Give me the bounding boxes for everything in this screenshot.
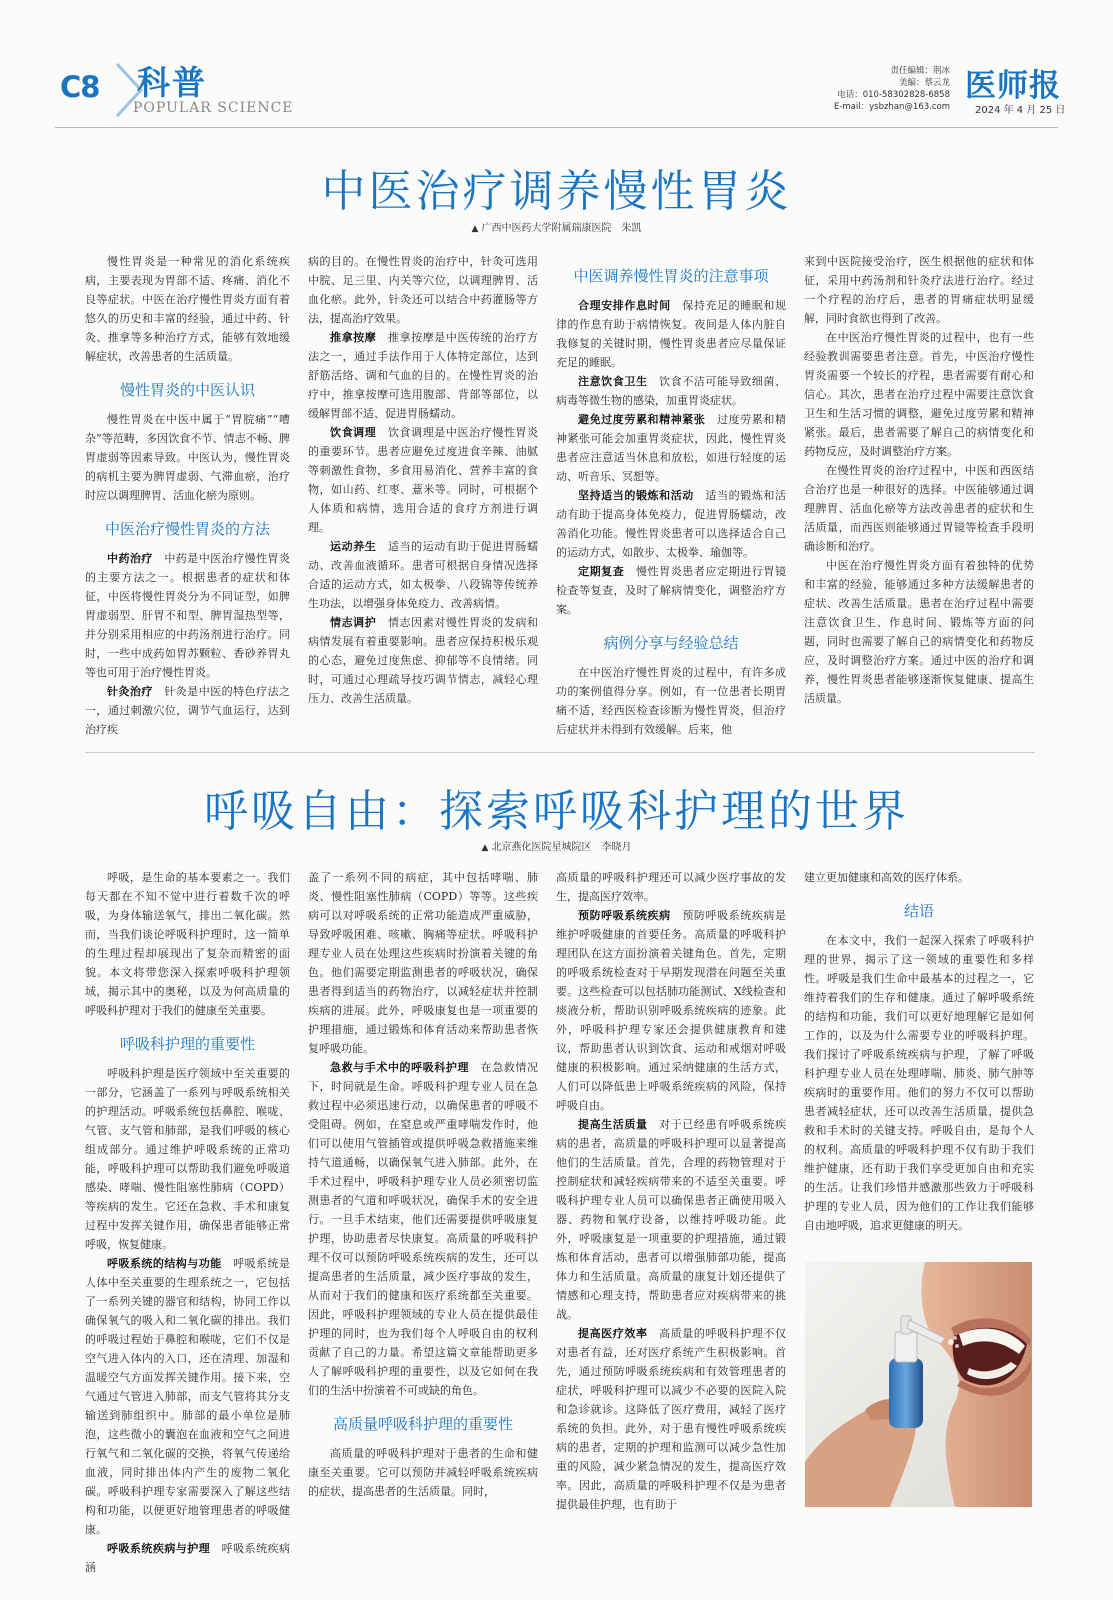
paragraph-lead: 呼吸系统疾病与护理 [107,1542,211,1555]
article2-column-4 [804,868,1034,1273]
masthead [0,0,1113,130]
paragraph [556,1324,786,1514]
paragraph-text: 慢性胃炎是一种常见的消化系统疾病，主要表现为胃部不适、疼痛、消化不良等症状。中医在治疗慢性胃炎方面有着悠久的历史和丰富的经验，通过中药、针灸、推拿等多种治疗方式，能够有效地缓解症状，改善患者的生活质量。 [85,255,290,363]
section-subheading: 病例分享与经验总结 [603,634,739,652]
paragraph [556,1115,786,1324]
editor-line: 责任编辑：荆冰 [890,66,950,76]
paragraph-text: 预防呼吸系统疾病是维护呼吸健康的首要任务。高质量的呼吸科护理团队在这方面扮演着关键角色。首先，定期的呼吸系统检查对于早期发现潜在问题至关重要。这些检查可以包括肺功能测试、X线检查和痰液分析，帮助识别呼吸系统疾病的迹象。此外，呼吸科护理专家还会提供健康教育和建议，帮助患者认识到饮食、运动和戒烟对呼吸健康的积极影响。通过采纳健康的生活方式，人们可以降低患上呼吸系统疾病的风险，保持呼吸自由。 [556,909,786,1112]
paragraph [556,486,786,562]
paragraph [85,410,290,505]
section-subheading: 呼吸科护理的重要性 [119,1035,255,1053]
article2-column-1 [85,868,290,1573]
paragraph [308,613,538,708]
article2-column-2 [308,868,538,1573]
paragraph-text: 来到中医院接受治疗，医生根据他的症状和体征，采用中药汤剂和针灸疗法进行治疗。经过一个疗程的治疗后，患者的胃痛症状明显缓解，同时食欲也得到了改善。 [804,255,1034,325]
section-subheading: 慢性胃炎的中医认识 [119,381,255,399]
paragraph-text: 情志因素对慢性胃炎的发病和病情发展有着重要影响。患者应保持积极乐观的心态，避免过度焦虑、抑郁等不良情绪。同时，可通过心理疏导技巧调节情志，减轻心理压力、改善生活质量。 [308,616,538,705]
paragraph [556,296,786,372]
paragraph [85,252,290,366]
paragraph-text: 保持充足的睡眠和规律的作息有助于病情恢复。夜间是人体内脏自我修复的关键时期，慢性胃炎患者应尽量保证充足的睡眠。 [556,299,786,369]
paragraph-text: 在中医治疗慢性胃炎的过程中，有许多成功的案例值得分享。例如，有一位患者长期胃痛不适，经西医检查诊断为慢性胃炎，但治疗后症状并未得到有效缓解。后来，他 [556,666,786,736]
paragraph-text: 饮食调理是中医治疗慢性胃炎的重要环节。患者应避免过度进食辛辣、油腻等刺激性食物，多食用易消化、营养丰富的食物，如山药、红枣、薏米等。同时，可根据个人体质和病情，选用合适的食疗方剂进行调理。 [308,426,538,534]
paragraph-text: 在慢性胃炎的治疗过程中，中医和西医结合治疗也是一种很好的选择。中医能够通过调理脾胃、活血化瘀等方法改善患者的症状和生活质量，而西医则能够通过胃镜等检查手段明确诊断和治疗。 [804,464,1034,553]
paragraph-text: 推拿按摩是中医传统的治疗方法之一，通过手法作用于人体特定部位，达到舒筋活络、调和气血的目的。在慢性胃炎的治疗中，推拿按摩可选用腹部、背部等部位，以缓解胃部不适、促进胃肠蠕动。 [308,331,538,420]
paragraph-text: 呼吸系统是人体中至关重要的生理系统之一，它包括了一系列关键的器官和结构，协同工作以确保氧气的吸入和二氧化碳的排出。我们的呼吸过程始于鼻腔和喉咙，它们不仅是空气进入体内的入口，还在清理、加湿和温暖空气方面发挥关键作用。接下来，空气通过气管进入肺部，而支气管将其分支输送到肺组织中。肺部的最小单位是肺泡，这些微小的囊泡在血液和空气之间进行氧气和二氧化碳的交换，将氧气传递给血液，同时排出体内产生的废物二氧化碳。呼吸科护理专家需要深入了解这些结构和功能，以便更好地管理患者的呼吸健康。 [85,1257,290,1536]
paragraph [804,461,1034,556]
paragraph-text: 病的目的。在慢性胃炎的治疗中，针灸可选用中脘、足三里、内关等穴位，以调理脾胃、活血化瘀。此外，针灸还可以结合中药灌肠等方法，提高治疗效果。 [308,255,538,325]
paragraph-text: 过度劳累和精神紧张可能会加重胃炎症状，因此，慢性胃炎患者应注意适当休息和放松，如进行轻度的运动、听音乐、冥想等。 [556,413,786,483]
paragraph-text: 针灸是中医的特色疗法之一，通过刺激穴位，调节气血运行，达到治疗疾 [85,685,290,736]
paragraph-text: 对于已经患有呼吸系统疾病的患者，高质量的呼吸科护理可以显著提高他们的生活质量。首先，合理的药物管理对于控制症状和减轻疾病带来的不适至关重要。呼吸科护理专业人员可以确保患者正确使用吸入器、药物和氧疗设备，以维持呼吸功能。此外，呼吸康复是一项重要的护理措施，通过锻炼和体育活动，患者可以增强肺部功能，提高体力和生活质量。高质量的康复计划还提供了情感和心理支持，帮助患者应对疾病带来的挑战。 [556,1118,786,1321]
article2-column-3 [556,868,786,1573]
byline-text: 广西中医药大学附属瑞康医院 朱凯 [481,223,642,234]
paragraph-lead: 针灸治疗 [107,685,153,698]
paragraph-text: 在急救情况下，时间就是生命。呼吸科护理专业人员在急救过程中必须迅速行动，以确保患者的呼吸不受阻碍。例如，在窒息或严重哮喘发作时，他们可以使用气管插管或提供呼吸急救措施来维持气道通畅，以确保氧气进入肺部。此外，在手术过程中，呼吸科护理专业人员必须密切监测患者的气道和呼吸状况，确保手术的安全进行。一旦手术结束，他们还需要提供呼吸康复护理，协助患者尽快康复。高质量的呼吸科护理不仅可以预防呼吸系统疾病的发生，还可以提高患者的生活质量，减少医疗事故的发生，从而对于我们的健康和医疗系统都至关重要。因此，呼吸科护理领域的专业人员在提供最佳护理的同时，也为我们每个人呼吸自由的权利贡献了自己的力量。希望这篇文章能帮助更多人了解呼吸科护理的重要性，以及它如何在我们的生活中扮演着不可或缺的角色。 [308,1061,538,1397]
newspaper-logo: 医师报 [965,68,1061,104]
paragraph [85,1539,290,1573]
article2-headline: 呼吸自由：探索呼吸科护理的世界 [204,786,909,837]
editor-line: 电话：010-58302828-6858 [837,90,950,100]
paragraph [308,252,538,328]
paragraph [308,1058,538,1400]
paragraph [85,1254,290,1539]
paragraph-lead: 呼吸系统的结构与功能 [107,1257,222,1270]
editor-line: 美编：蔡云龙 [898,78,950,88]
page-number: C8 [60,70,100,104]
article1-column-1 [85,252,290,737]
paragraph [85,1064,290,1254]
issue-date: 2024 年 4 月 25 日 [975,105,1066,116]
paragraph [804,931,1034,1235]
paragraph [308,328,538,423]
paragraph-lead: 坚持适当的锻炼和活动 [578,489,694,502]
paragraph-text: 呼吸系统疾病涵 [85,1542,290,1573]
triangle-icon: ▲ [471,224,479,234]
paragraph-text: 饮食不洁可能导致细菌、病毒等微生物的感染，加重胃炎症状。 [556,375,786,407]
paragraph [804,556,1034,708]
paragraph [85,549,290,682]
paragraph-lead: 提高医疗效率 [578,1327,648,1340]
paragraph-lead: 注意饮食卫生 [578,375,648,388]
paragraph-text: 慢性胃炎患者应定期进行胃镜检查等复查，及时了解病情变化，调整治疗方案。 [556,565,786,616]
article1-headline: 中医治疗调养慢性胃炎 [321,166,792,217]
paragraph-lead: 定期复查 [578,565,625,578]
paragraph [85,868,290,1020]
byline-text: 北京燕化医院星城院区 李晓月 [491,842,632,853]
paragraph-lead: 推拿按摩 [330,331,377,344]
paragraph-lead: 情志调护 [330,616,377,629]
paragraph-text: 盖了一系列不同的病症，其中包括哮喘、肺炎、慢性阻塞性肺病（COPD）等等。这些疾病可以对呼吸系统的正常功能造成严重威胁，导致呼吸困难、咳嗽、胸痛等症状。呼吸科护理专业人员在处理这些疾病时扮演着关键的角色。他们需要定期监测患者的呼吸状况，确保患者得到适当的药物治疗，以减轻症状并控制疾病的进展。此外，呼吸康复也是一项重要的护理措施，通过锻炼和体育活动来帮助患者恢复呼吸功能。 [308,871,538,1055]
paragraph-lead: 合理安排作息时间 [578,299,671,312]
paragraph-lead: 饮食调理 [330,426,377,439]
masthead-rule [55,127,1058,128]
paragraph [556,372,786,410]
inhaler-illustration [805,1262,1032,1507]
article1-column-3 [556,252,786,737]
article-divider [85,752,1035,753]
paragraph-text: 高质量的呼吸科护理还可以减少医疗事故的发生，提高医疗效率。 [556,871,786,903]
paragraph-lead: 避免过度劳累和精神紧张 [578,413,706,426]
paragraph-text: 在中医治疗慢性胃炎的过程中，也有一些经验教训需要患者注意。首先，中医治疗慢性胃炎需要一个较长的疗程，患者需要有耐心和信心。其次，患者在治疗过程中需要注意饮食卫生和生活习惯的调整，避免过度劳累和精神紧张。最后，患者需要了解自己的病情变化和药物反应，及时调整治疗方案。 [804,331,1034,458]
paragraph-text: 呼吸科护理是医疗领域中至关重要的一部分，它涵盖了一系列与呼吸系统相关的护理活动。呼吸系统包括鼻腔、喉咙、气管、支气管和肺部，是我们呼吸的核心组成部分。通过维护呼吸系统的正常功能，呼吸科护理可以帮助我们避免呼吸道感染、哮喘、慢性阻塞性肺病（COPD）等疾病的发生。它还在急救、手术和康复过程中发挥关键作用，确保患者能够正常呼吸，恢复健康。 [85,1067,290,1251]
inhaler-photo [805,1262,1032,1507]
paragraph [308,423,538,537]
paragraph-lead: 提高生活质量 [578,1118,648,1131]
section-subheading: 高质量呼吸科护理的重要性 [332,1415,513,1433]
section-subheading: 结语 [903,902,934,920]
paragraph [308,868,538,1058]
section-subtitle: POPULAR SCIENCE [133,100,294,116]
paragraph-lead: 预防呼吸系统疾病 [578,909,671,922]
paragraph-text: 中药是中医治疗慢性胃炎的主要方法之一。根据患者的症状和体征，中医将慢性胃炎分为不同证型，如脾胃虚弱型、肝胃不和型、脾胃湿热型等，并分别采用相应的中药汤剂进行治疗。同时，一些中成药如胃苏颗粒、香砂养胃丸等也可用于治疗慢性胃炎。 [85,552,290,679]
paragraph [556,906,786,1115]
paragraph-text: 慢性胃炎在中医中属于“胃脘痛”“嘈杂”等范畴，多因饮食不节、情志不畅、脾胃虚弱等因素导致。中医认为，慢性胃炎的病机主要为脾胃虚弱、气滞血瘀，治疗时应以调理脾胃、活血化瘀为原则。 [85,413,290,502]
triangle-icon: ▲ [481,843,489,853]
article1-byline [0,219,1113,234]
article2-byline [0,838,1113,853]
paragraph [556,562,786,619]
section-title: 科普 [137,63,207,102]
paragraph-text: 在本文中，我们一起深入探索了呼吸科护理的世界，揭示了这一领域的重要性和多样性。呼吸是我们生命中最基本的过程之一，它维持着我们的生存和健康。通过了解呼吸系统的结构和功能，我们可以更好地理解它是如何工作的，以及为什么需要专业的呼吸科护理。我们探讨了呼吸系统疾病与护理，了解了呼吸科护理专业人员在处理哮喘、肺炎、肺气肿等疾病时的重要作用。他们的努力不仅可以帮助患者减轻症状，还可以改善生活质量，提供急救和手术时的关键支持。呼吸自由，是每个人的权利。高质量的呼吸科护理不仅有助于我们维护健康，还有助于我们享受更加自由和充实的生活。让我们珍惜并感激那些致力于呼吸科护理的专业人员，因为他们的工作让我们能够自由地呼吸，追求更健康的明天。 [804,934,1034,1232]
paragraph [804,328,1034,461]
paragraph-text: 高质量的呼吸科护理对于患者的生命和健康至关重要。它可以预防并减轻呼吸系统疾病的症状，提高患者的生活质量。同时， [308,1447,538,1498]
paragraph-lead: 急救与手术中的呼吸科护理 [330,1061,470,1074]
paragraph-text: 适当的运动有助于促进胃肠蠕动、改善血液循环。患者可根据自身情况选择合适的运动方式，如太极拳、八段锦等传统养生功法，以增强身体免疫力、改善病情。 [308,540,538,610]
article1-column-2 [308,252,538,737]
paragraph [308,1444,538,1501]
paragraph [556,868,786,906]
section-subheading: 中医治疗慢性胃炎的方法 [104,520,270,538]
paragraph-text: 建立更加健康和高效的医疗体系。 [804,871,969,884]
paragraph-text: 中医在治疗慢性胃炎方面有着独特的优势和丰富的经验，能够通过多种方法缓解患者的症状、改善生活质量。患者在治疗过程中需要注意饮食卫生、作息时间、锻炼等方面的问题，同时也需要了解自己的病情变化和药物反应，及时调整治疗方案。通过中医的治疗和调养，慢性胃炎患者能够逐渐恢复健康、提高生活质量。 [804,559,1034,705]
paragraph-lead: 中药治疗 [107,552,153,565]
paragraph [804,252,1034,328]
editor-line: E-mail：ysbzhan@163.com [833,102,950,112]
paragraph-text: 适当的锻炼和活动有助于提高身体免疫力，促进胃肠蠕动，改善消化功能。慢性胃炎患者可以选择适合自己的运动方式，如散步、太极拳、瑜伽等。 [556,489,786,559]
paragraph [804,868,1034,887]
paragraph [85,682,290,737]
article1-column-4 [804,252,1034,737]
section-subheading: 中医调养慢性胃炎的注意事项 [573,267,769,285]
paragraph [556,410,786,486]
paragraph [308,537,538,613]
paragraph [556,663,786,737]
paragraph-text: 高质量的呼吸科护理不仅对患者有益，还对医疗系统产生积极影响。首先，通过预防呼吸系统疾病和有效管理患者的症状，呼吸科护理可以减少不必要的医院入院和急诊就诊。这降低了医疗费用，减轻了医疗系统的负担。此外，对于患有慢性呼吸系统疾病的患者，定期的护理和监测可以减少急性加重的风险，减少紧急情况的发生，提高医疗效率。因此，高质量的呼吸科护理不仅是为患者提供最佳护理，也有助于 [556,1327,786,1511]
paragraph-lead: 运动养生 [330,540,377,553]
paragraph-text: 呼吸，是生命的基本要素之一。我们每天都在不知不觉中进行着数千次的呼吸，为身体输送氧气，排出二氧化碳。然而，当我们谈论呼吸科护理时，这一简单的生理过程却展现出了复杂而精密的面貌。本文将带您深入探索呼吸科护理领域，揭示其中的奥秘，以及为何高质量的呼吸科护理对于我们的健康至关重要。 [85,871,290,1017]
editor-info [790,65,950,113]
